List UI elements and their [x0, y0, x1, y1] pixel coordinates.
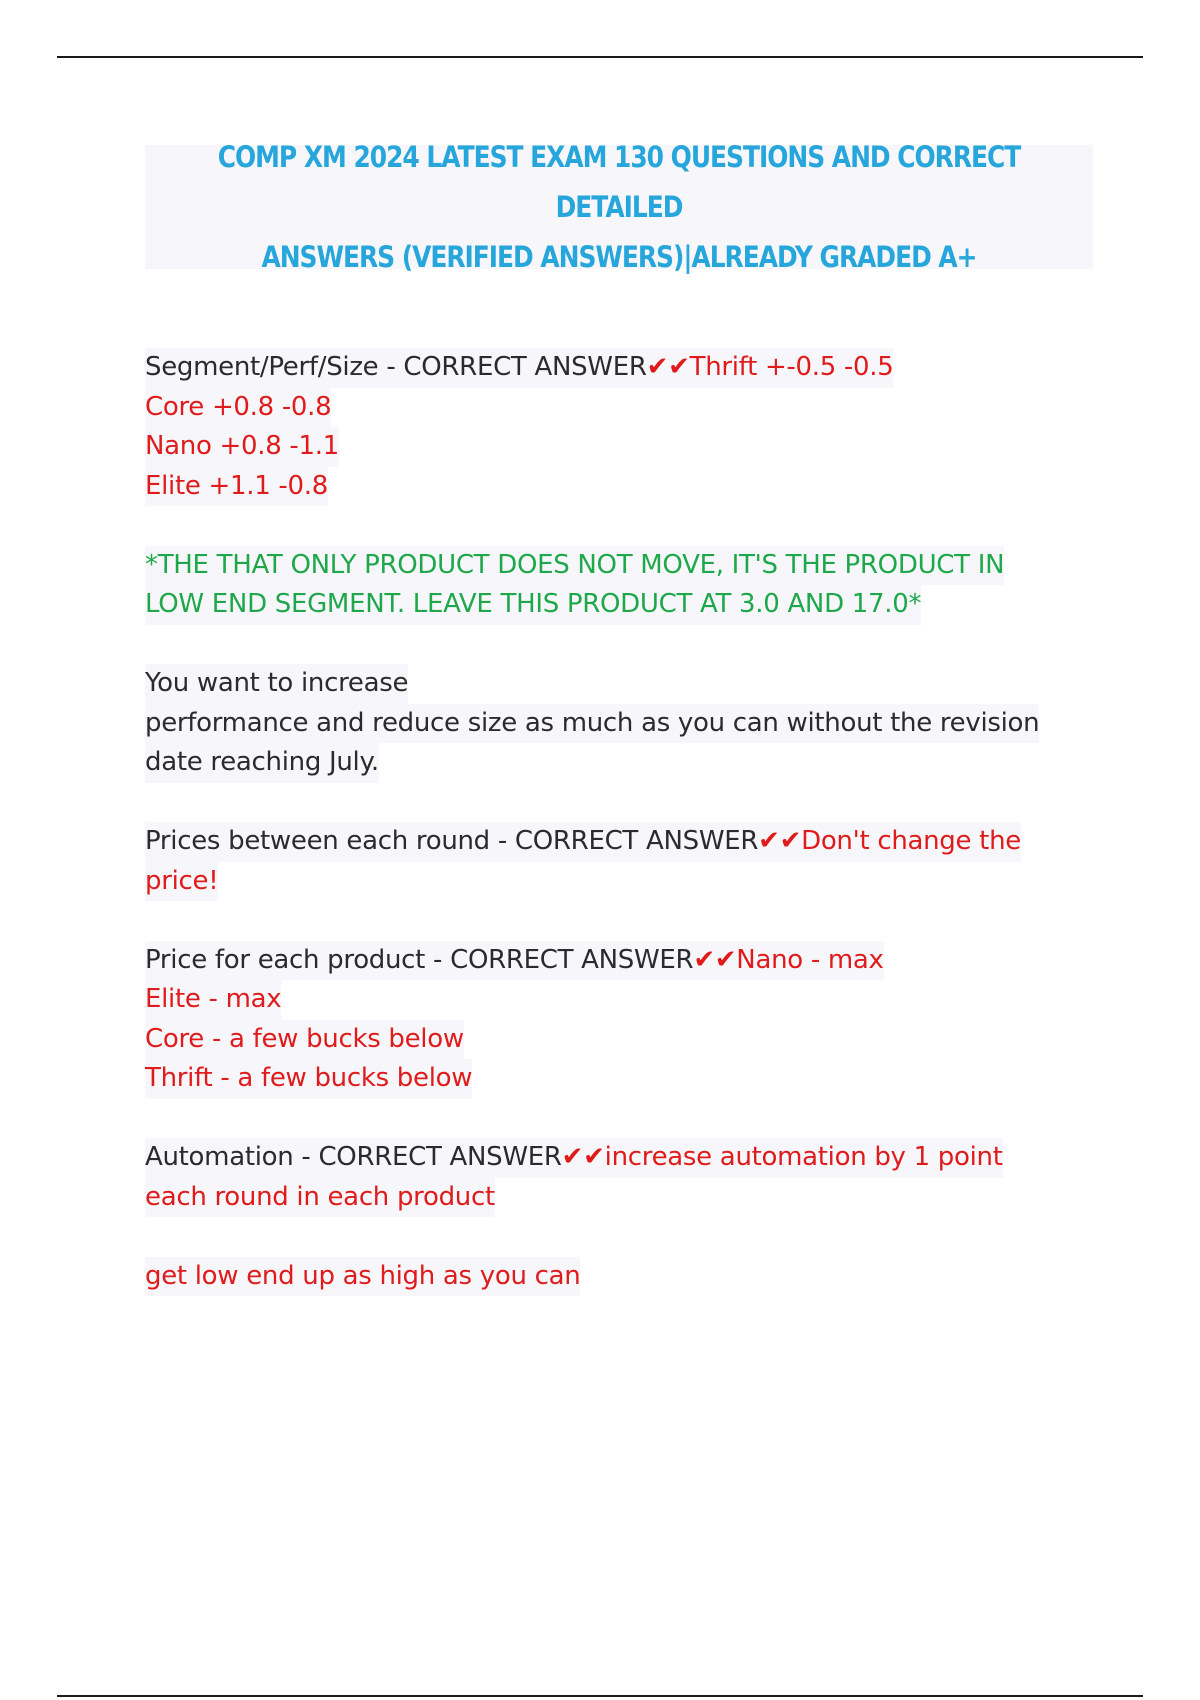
paragraph-block	[145, 664, 1075, 783]
answer-line: each round in each product	[145, 1178, 495, 1218]
note-block	[145, 546, 1075, 625]
title-box	[145, 140, 1093, 274]
answer-line: Core +0.8 -0.8	[145, 388, 331, 428]
answer-line: Nano +0.8 -1.1	[145, 427, 339, 467]
qa-line	[145, 941, 884, 981]
answer-line: Elite - max	[145, 980, 281, 1020]
answer-text: Don't change the	[801, 826, 1021, 856]
answer-text: Thrift +-0.5 -0.5	[689, 352, 894, 382]
title-line-2: ANSWERS (VERIFIED ANSWERS)|ALREADY GRADED A+	[261, 240, 977, 274]
title-line-1: COMP XM 2024 LATEST EXAM 130 QUESTIONS AND CORRECT DETAILED	[217, 140, 1021, 224]
tail-line: get low end up as high as you can	[145, 1257, 580, 1297]
answer-line: Elite +1.1 -0.8	[145, 467, 328, 507]
qa-price-each-product	[145, 941, 1075, 1099]
qa-line	[145, 1138, 1003, 1178]
question-text: Segment/Perf/Size - CORRECT ANSWER	[145, 352, 647, 382]
note-line: LOW END SEGMENT. LEAVE THIS PRODUCT AT 3.0 AND 17.0*	[145, 585, 921, 625]
answer-text: increase automation by 1 point	[604, 1142, 1003, 1172]
answer-line: price!	[145, 862, 218, 902]
checkmark-icon: ✔✔	[693, 944, 737, 975]
checkmark-icon: ✔✔	[561, 1142, 605, 1172]
document-title	[211, 132, 1026, 282]
qa-line	[145, 348, 893, 388]
answer-line: Thrift - a few bucks below	[145, 1059, 472, 1099]
checkmark-icon: ✔✔	[646, 352, 690, 382]
paragraph-line: performance and reduce size as much as you can without the revision	[145, 704, 1039, 744]
tail-block	[145, 1257, 1075, 1297]
answer-text: Nano - max	[736, 944, 884, 975]
question-text: Price for each product - CORRECT ANSWER	[145, 944, 694, 975]
answer-line: Core - a few bucks below	[145, 1020, 464, 1060]
qa-segment-perf-size	[145, 348, 1075, 506]
paragraph-line: You want to increase	[145, 664, 408, 704]
question-text: Prices between each round - CORRECT ANSWER	[145, 826, 759, 856]
note-line: *THE THAT ONLY PRODUCT DOES NOT MOVE, IT'S THE PRODUCT IN	[145, 546, 1004, 586]
qa-line	[145, 822, 1021, 862]
document-body	[145, 348, 1075, 1336]
qa-prices-between-rounds	[145, 822, 1075, 901]
paragraph-line: date reaching July.	[145, 743, 379, 783]
question-text: Automation - CORRECT ANSWER	[145, 1142, 562, 1172]
bottom-rule	[57, 1695, 1143, 1697]
checkmark-icon: ✔✔	[758, 826, 802, 856]
top-rule	[57, 56, 1143, 58]
qa-automation	[145, 1138, 1075, 1217]
